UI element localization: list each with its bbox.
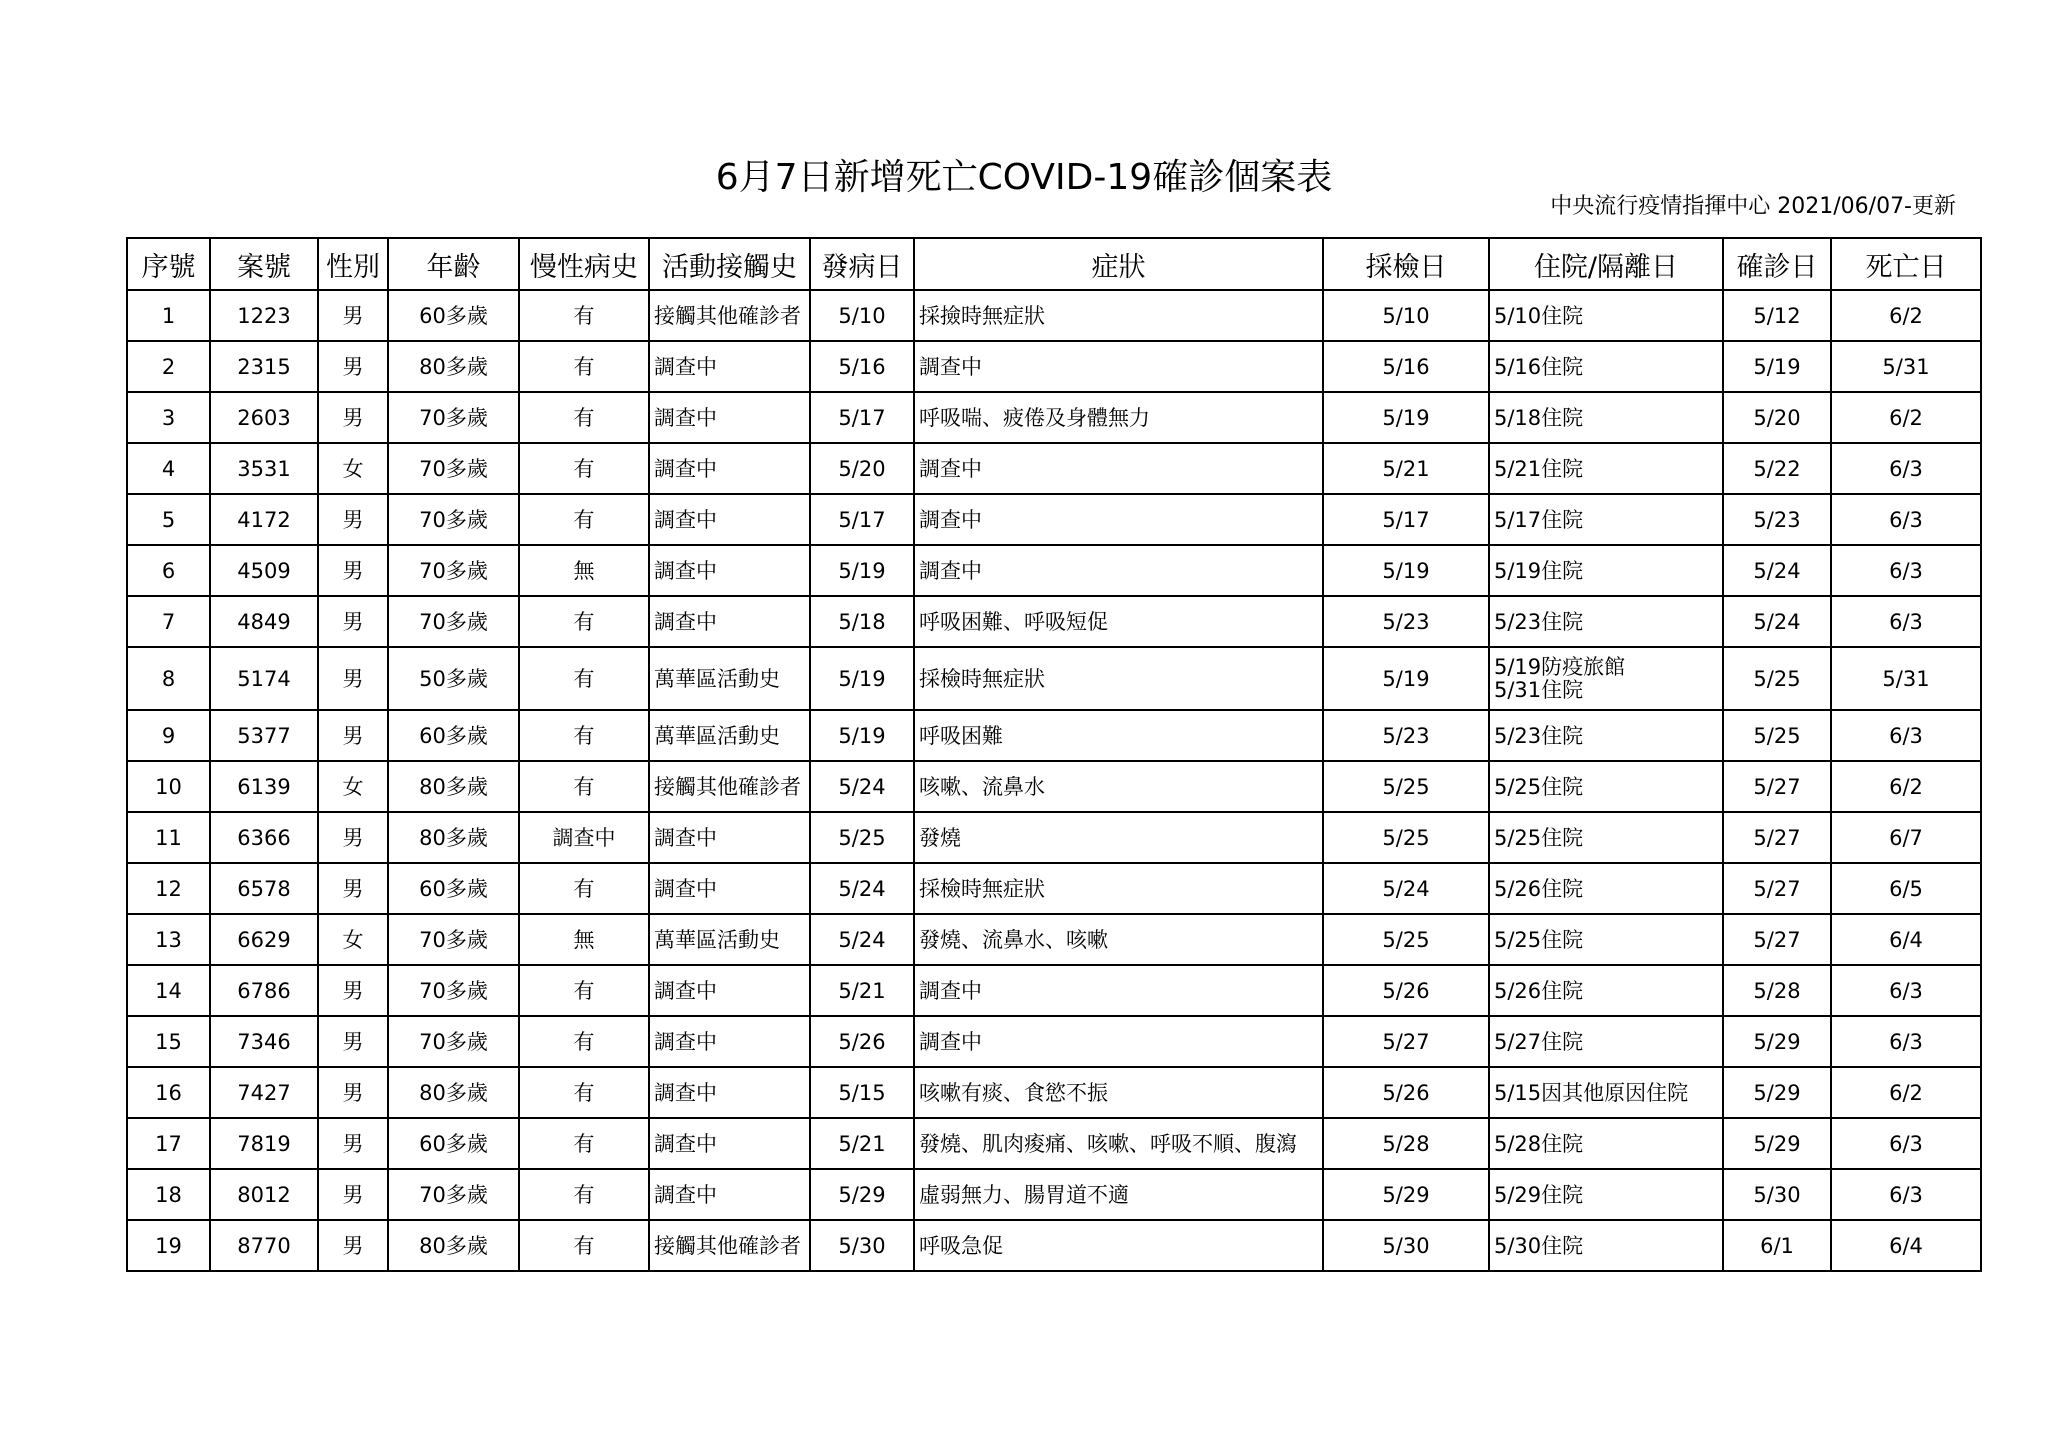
cell-onset-date: 5/21 xyxy=(810,1118,914,1169)
cell-serial: 5 xyxy=(127,494,210,545)
cell-contact-history: 調查中 xyxy=(649,392,810,443)
cell-contact-history: 調查中 xyxy=(649,596,810,647)
cell-test-date: 5/19 xyxy=(1323,545,1489,596)
cell-test-date: 5/27 xyxy=(1323,1016,1489,1067)
cell-contact-history: 調查中 xyxy=(649,443,810,494)
cell-death-date: 6/2 xyxy=(1831,1067,1981,1118)
cell-age: 70多歲 xyxy=(388,392,519,443)
table-row xyxy=(127,341,1981,392)
cell-confirm-date: 5/27 xyxy=(1723,863,1831,914)
cell-case-number: 4172 xyxy=(210,494,318,545)
cell-onset-date: 5/20 xyxy=(810,443,914,494)
table-body xyxy=(127,290,1981,1271)
table-row xyxy=(127,710,1981,761)
header-death-date: 死亡日 xyxy=(1831,238,1981,290)
cell-contact-history: 調查中 xyxy=(649,812,810,863)
cell-confirm-date: 5/29 xyxy=(1723,1016,1831,1067)
cell-contact-history: 調查中 xyxy=(649,1016,810,1067)
cell-onset-date: 5/24 xyxy=(810,863,914,914)
cell-chronic-disease: 有 xyxy=(519,1118,649,1169)
cell-death-date: 5/31 xyxy=(1831,341,1981,392)
cell-onset-date: 5/10 xyxy=(810,290,914,341)
cell-serial: 3 xyxy=(127,392,210,443)
hospital-date-line: 5/27住院 xyxy=(1494,1029,1584,1054)
cell-symptoms: 咳嗽、流鼻水 xyxy=(914,761,1323,812)
header-age: 年齡 xyxy=(388,238,519,290)
cell-chronic-disease: 有 xyxy=(519,341,649,392)
cell-hospital-date xyxy=(1489,1016,1723,1067)
cell-case-number: 3531 xyxy=(210,443,318,494)
cell-sex: 男 xyxy=(318,710,388,761)
cell-confirm-date: 5/30 xyxy=(1723,1169,1831,1220)
cell-confirm-date: 5/29 xyxy=(1723,1067,1831,1118)
header-chronic-disease: 慢性病史 xyxy=(519,238,649,290)
cell-sex: 男 xyxy=(318,290,388,341)
cell-confirm-date: 5/19 xyxy=(1723,341,1831,392)
hospital-date-line: 5/28住院 xyxy=(1494,1131,1584,1156)
cell-death-date: 6/4 xyxy=(1831,914,1981,965)
cell-contact-history: 調查中 xyxy=(649,545,810,596)
cell-serial: 6 xyxy=(127,545,210,596)
cell-case-number: 7819 xyxy=(210,1118,318,1169)
cell-case-number: 8012 xyxy=(210,1169,318,1220)
cell-contact-history: 調查中 xyxy=(649,1118,810,1169)
cell-death-date: 6/3 xyxy=(1831,494,1981,545)
cell-contact-history: 調查中 xyxy=(649,341,810,392)
cell-serial: 18 xyxy=(127,1169,210,1220)
cell-serial: 4 xyxy=(127,443,210,494)
cell-death-date: 6/4 xyxy=(1831,1220,1981,1271)
cell-age: 60多歲 xyxy=(388,290,519,341)
cell-serial: 8 xyxy=(127,647,210,710)
cell-contact-history: 萬華區活動史 xyxy=(649,914,810,965)
cell-serial: 11 xyxy=(127,812,210,863)
cell-symptoms: 採檢時無症狀 xyxy=(914,647,1323,710)
cell-serial: 12 xyxy=(127,863,210,914)
cell-symptoms: 呼吸急促 xyxy=(914,1220,1323,1271)
cell-symptoms: 採撿時無症狀 xyxy=(914,290,1323,341)
hospital-date-line: 5/19住院 xyxy=(1494,558,1584,583)
cell-test-date: 5/16 xyxy=(1323,341,1489,392)
cell-hospital-date xyxy=(1489,545,1723,596)
cell-case-number: 5174 xyxy=(210,647,318,710)
cell-age: 70多歲 xyxy=(388,1169,519,1220)
table-row xyxy=(127,545,1981,596)
cell-case-number: 6139 xyxy=(210,761,318,812)
cell-hospital-date xyxy=(1489,1067,1723,1118)
cell-sex: 男 xyxy=(318,647,388,710)
cell-chronic-disease: 有 xyxy=(519,443,649,494)
cell-case-number: 6578 xyxy=(210,863,318,914)
cell-sex: 女 xyxy=(318,914,388,965)
cell-death-date: 6/2 xyxy=(1831,392,1981,443)
cell-hospital-date xyxy=(1489,647,1723,710)
cell-case-number: 1223 xyxy=(210,290,318,341)
cell-serial: 15 xyxy=(127,1016,210,1067)
cell-contact-history: 調查中 xyxy=(649,965,810,1016)
cell-hospital-date xyxy=(1489,863,1723,914)
cell-symptoms: 調查中 xyxy=(914,341,1323,392)
cell-serial: 17 xyxy=(127,1118,210,1169)
hospital-date-line: 5/16住院 xyxy=(1494,354,1584,379)
cell-chronic-disease: 有 xyxy=(519,710,649,761)
header-test-date: 採檢日 xyxy=(1323,238,1489,290)
table-row xyxy=(127,761,1981,812)
header-onset-date: 發病日 xyxy=(810,238,914,290)
hospital-date-line: 5/26住院 xyxy=(1494,876,1584,901)
cell-test-date: 5/23 xyxy=(1323,596,1489,647)
cell-test-date: 5/29 xyxy=(1323,1169,1489,1220)
cell-contact-history: 調查中 xyxy=(649,863,810,914)
cell-serial: 9 xyxy=(127,710,210,761)
cell-death-date: 6/2 xyxy=(1831,290,1981,341)
cell-case-number: 2315 xyxy=(210,341,318,392)
cell-test-date: 5/23 xyxy=(1323,710,1489,761)
cell-chronic-disease: 有 xyxy=(519,596,649,647)
cell-hospital-date xyxy=(1489,914,1723,965)
cell-contact-history: 萬華區活動史 xyxy=(649,647,810,710)
cell-sex: 男 xyxy=(318,341,388,392)
cell-death-date: 5/31 xyxy=(1831,647,1981,710)
cell-contact-history: 接觸其他確診者 xyxy=(649,761,810,812)
cell-hospital-date xyxy=(1489,596,1723,647)
cell-death-date: 6/3 xyxy=(1831,1169,1981,1220)
table-row xyxy=(127,647,1981,710)
hospital-date-line: 5/31住院 xyxy=(1494,677,1584,702)
cell-sex: 女 xyxy=(318,443,388,494)
cell-confirm-date: 5/12 xyxy=(1723,290,1831,341)
cell-contact-history: 調查中 xyxy=(649,1067,810,1118)
cell-chronic-disease: 無 xyxy=(519,545,649,596)
hospital-date-line: 5/23住院 xyxy=(1494,609,1584,634)
table-row xyxy=(127,290,1981,341)
cell-chronic-disease: 調查中 xyxy=(519,812,649,863)
cell-case-number: 2603 xyxy=(210,392,318,443)
cell-symptoms: 發燒、流鼻水、咳嗽 xyxy=(914,914,1323,965)
header-serial: 序號 xyxy=(127,238,210,290)
cell-test-date: 5/30 xyxy=(1323,1220,1489,1271)
cell-confirm-date: 5/25 xyxy=(1723,647,1831,710)
cell-onset-date: 5/24 xyxy=(810,914,914,965)
cell-symptoms: 呼吸喘、疲倦及身體無力 xyxy=(914,392,1323,443)
cell-test-date: 5/25 xyxy=(1323,761,1489,812)
cell-onset-date: 5/16 xyxy=(810,341,914,392)
cell-age: 70多歲 xyxy=(388,914,519,965)
cell-case-number: 7346 xyxy=(210,1016,318,1067)
cell-chronic-disease: 有 xyxy=(519,1169,649,1220)
cell-hospital-date xyxy=(1489,1169,1723,1220)
cell-age: 80多歲 xyxy=(388,761,519,812)
table-row xyxy=(127,1220,1981,1271)
cell-symptoms: 虛弱無力、腸胃道不適 xyxy=(914,1169,1323,1220)
header-symptoms: 症狀 xyxy=(914,238,1323,290)
cell-symptoms: 調查中 xyxy=(914,965,1323,1016)
cell-confirm-date: 5/25 xyxy=(1723,710,1831,761)
cell-sex: 男 xyxy=(318,1016,388,1067)
cell-hospital-date xyxy=(1489,392,1723,443)
hospital-date-line: 5/26住院 xyxy=(1494,978,1584,1003)
table-row xyxy=(127,596,1981,647)
cell-symptoms: 調查中 xyxy=(914,443,1323,494)
cell-age: 60多歲 xyxy=(388,710,519,761)
cell-chronic-disease: 有 xyxy=(519,1220,649,1271)
cell-hospital-date xyxy=(1489,290,1723,341)
header-hospital-date: 住院/隔離日 xyxy=(1489,238,1723,290)
cell-age: 50多歲 xyxy=(388,647,519,710)
cell-symptoms: 採檢時無症狀 xyxy=(914,863,1323,914)
cell-onset-date: 5/19 xyxy=(810,647,914,710)
hospital-date-line: 5/15因其他原因住院 xyxy=(1494,1080,1689,1105)
cell-hospital-date xyxy=(1489,341,1723,392)
cell-chronic-disease: 有 xyxy=(519,392,649,443)
page-title: 6月7日新增死亡COVID-19確診個案表 xyxy=(715,157,1333,199)
cell-death-date: 6/3 xyxy=(1831,1118,1981,1169)
cell-serial: 7 xyxy=(127,596,210,647)
update-source-line: 中央流行疫情指揮中心 2021/06/07-更新 xyxy=(1550,194,1956,219)
cell-confirm-date: 5/27 xyxy=(1723,761,1831,812)
table-row xyxy=(127,392,1981,443)
cell-sex: 男 xyxy=(318,545,388,596)
cell-serial: 19 xyxy=(127,1220,210,1271)
cell-contact-history: 接觸其他確診者 xyxy=(649,290,810,341)
cell-case-number: 4509 xyxy=(210,545,318,596)
table-row xyxy=(127,443,1981,494)
cell-onset-date: 5/17 xyxy=(810,494,914,545)
hospital-date-line: 5/19防疫旅館 xyxy=(1494,654,1626,679)
cell-age: 80多歲 xyxy=(388,1067,519,1118)
cell-test-date: 5/25 xyxy=(1323,914,1489,965)
table-row xyxy=(127,494,1981,545)
cell-death-date: 6/3 xyxy=(1831,965,1981,1016)
cell-death-date: 6/7 xyxy=(1831,812,1981,863)
cell-onset-date: 5/19 xyxy=(810,545,914,596)
table-row xyxy=(127,1169,1981,1220)
cell-death-date: 6/3 xyxy=(1831,596,1981,647)
hospital-date-line: 5/29住院 xyxy=(1494,1182,1584,1207)
cell-case-number: 6366 xyxy=(210,812,318,863)
cell-age: 60多歲 xyxy=(388,1118,519,1169)
hospital-date-line: 5/25住院 xyxy=(1494,825,1584,850)
table-row xyxy=(127,1118,1981,1169)
cell-case-number: 4849 xyxy=(210,596,318,647)
hospital-date-line: 5/18住院 xyxy=(1494,405,1584,430)
cell-case-number: 6629 xyxy=(210,914,318,965)
cell-sex: 男 xyxy=(318,1169,388,1220)
cell-serial: 16 xyxy=(127,1067,210,1118)
cell-symptoms: 發燒、肌肉痠痛、咳嗽、呼吸不順、腹瀉 xyxy=(914,1118,1323,1169)
cell-test-date: 5/24 xyxy=(1323,863,1489,914)
cell-onset-date: 5/21 xyxy=(810,965,914,1016)
cell-age: 70多歲 xyxy=(388,965,519,1016)
cell-death-date: 6/3 xyxy=(1831,710,1981,761)
cell-test-date: 5/19 xyxy=(1323,392,1489,443)
cell-case-number: 6786 xyxy=(210,965,318,1016)
cell-confirm-date: 5/24 xyxy=(1723,596,1831,647)
cell-case-number: 8770 xyxy=(210,1220,318,1271)
header-contact-history: 活動接觸史 xyxy=(649,238,810,290)
cell-symptoms: 調查中 xyxy=(914,1016,1323,1067)
table-row xyxy=(127,812,1981,863)
cell-serial: 14 xyxy=(127,965,210,1016)
hospital-date-line: 5/25住院 xyxy=(1494,774,1584,799)
cell-serial: 2 xyxy=(127,341,210,392)
cell-onset-date: 5/26 xyxy=(810,1016,914,1067)
hospital-date-line: 5/21住院 xyxy=(1494,456,1584,481)
cell-confirm-date: 5/29 xyxy=(1723,1118,1831,1169)
cell-serial: 1 xyxy=(127,290,210,341)
cell-serial: 10 xyxy=(127,761,210,812)
cell-contact-history: 萬華區活動史 xyxy=(649,710,810,761)
cell-serial: 13 xyxy=(127,914,210,965)
cell-age: 70多歲 xyxy=(388,596,519,647)
cell-test-date: 5/28 xyxy=(1323,1118,1489,1169)
cell-symptoms: 咳嗽有痰、食慾不振 xyxy=(914,1067,1323,1118)
cell-confirm-date: 5/22 xyxy=(1723,443,1831,494)
cell-symptoms: 發燒 xyxy=(914,812,1323,863)
cell-test-date: 5/10 xyxy=(1323,290,1489,341)
cell-sex: 男 xyxy=(318,812,388,863)
hospital-date-line: 5/17住院 xyxy=(1494,507,1584,532)
header-case-number: 案號 xyxy=(210,238,318,290)
cell-confirm-date: 5/24 xyxy=(1723,545,1831,596)
cell-sex: 男 xyxy=(318,1220,388,1271)
cell-death-date: 6/2 xyxy=(1831,761,1981,812)
cell-test-date: 5/26 xyxy=(1323,965,1489,1016)
cell-chronic-disease: 有 xyxy=(519,494,649,545)
cell-death-date: 6/3 xyxy=(1831,443,1981,494)
cell-onset-date: 5/30 xyxy=(810,1220,914,1271)
table-header-row xyxy=(127,238,1981,290)
cell-symptoms: 調查中 xyxy=(914,545,1323,596)
cell-hospital-date xyxy=(1489,1118,1723,1169)
cell-sex: 男 xyxy=(318,1067,388,1118)
cell-test-date: 5/21 xyxy=(1323,443,1489,494)
cell-confirm-date: 5/20 xyxy=(1723,392,1831,443)
cell-symptoms: 呼吸困難 xyxy=(914,710,1323,761)
table-row xyxy=(127,863,1981,914)
cell-contact-history: 調查中 xyxy=(649,1169,810,1220)
cell-age: 70多歲 xyxy=(388,545,519,596)
cell-sex: 男 xyxy=(318,863,388,914)
cell-chronic-disease: 有 xyxy=(519,1016,649,1067)
cell-confirm-date: 5/28 xyxy=(1723,965,1831,1016)
cell-age: 60多歲 xyxy=(388,863,519,914)
cell-confirm-date: 6/1 xyxy=(1723,1220,1831,1271)
cell-case-number: 5377 xyxy=(210,710,318,761)
cell-sex: 男 xyxy=(318,392,388,443)
cell-test-date: 5/19 xyxy=(1323,647,1489,710)
cell-hospital-date xyxy=(1489,761,1723,812)
cell-hospital-date xyxy=(1489,965,1723,1016)
death-case-table xyxy=(126,237,1982,1272)
cell-confirm-date: 5/23 xyxy=(1723,494,1831,545)
header-confirm-date: 確診日 xyxy=(1723,238,1831,290)
cell-onset-date: 5/25 xyxy=(810,812,914,863)
cell-case-number: 7427 xyxy=(210,1067,318,1118)
cell-sex: 女 xyxy=(318,761,388,812)
cell-onset-date: 5/19 xyxy=(810,710,914,761)
cell-sex: 男 xyxy=(318,965,388,1016)
cell-sex: 男 xyxy=(318,494,388,545)
cell-hospital-date xyxy=(1489,710,1723,761)
hospital-date-line: 5/30住院 xyxy=(1494,1233,1584,1258)
cell-age: 70多歲 xyxy=(388,443,519,494)
cell-age: 80多歲 xyxy=(388,1220,519,1271)
cell-contact-history: 調查中 xyxy=(649,494,810,545)
cell-age: 70多歲 xyxy=(388,1016,519,1067)
cell-chronic-disease: 有 xyxy=(519,290,649,341)
cell-hospital-date xyxy=(1489,1220,1723,1271)
cell-chronic-disease: 有 xyxy=(519,965,649,1016)
hospital-date-line: 5/23住院 xyxy=(1494,723,1584,748)
table-row xyxy=(127,1067,1981,1118)
cell-chronic-disease: 有 xyxy=(519,647,649,710)
cell-onset-date: 5/18 xyxy=(810,596,914,647)
cell-onset-date: 5/24 xyxy=(810,761,914,812)
cell-symptoms: 呼吸困難、呼吸短促 xyxy=(914,596,1323,647)
cell-chronic-disease: 有 xyxy=(519,761,649,812)
cell-hospital-date xyxy=(1489,443,1723,494)
cell-symptoms: 調查中 xyxy=(914,494,1323,545)
table-row xyxy=(127,1016,1981,1067)
cell-sex: 男 xyxy=(318,596,388,647)
cell-chronic-disease: 無 xyxy=(519,914,649,965)
cell-chronic-disease: 有 xyxy=(519,863,649,914)
cell-hospital-date xyxy=(1489,812,1723,863)
cell-onset-date: 5/15 xyxy=(810,1067,914,1118)
cell-confirm-date: 5/27 xyxy=(1723,812,1831,863)
cell-chronic-disease: 有 xyxy=(519,1067,649,1118)
cell-age: 70多歲 xyxy=(388,494,519,545)
cell-death-date: 6/3 xyxy=(1831,545,1981,596)
cell-age: 80多歲 xyxy=(388,812,519,863)
cell-test-date: 5/25 xyxy=(1323,812,1489,863)
hospital-date-line: 5/10住院 xyxy=(1494,303,1584,328)
cell-death-date: 6/3 xyxy=(1831,1016,1981,1067)
hospital-date-line: 5/25住院 xyxy=(1494,927,1584,952)
cell-test-date: 5/17 xyxy=(1323,494,1489,545)
table-row xyxy=(127,914,1981,965)
cell-onset-date: 5/29 xyxy=(810,1169,914,1220)
cell-confirm-date: 5/27 xyxy=(1723,914,1831,965)
cell-test-date: 5/26 xyxy=(1323,1067,1489,1118)
cell-death-date: 6/5 xyxy=(1831,863,1981,914)
table-row xyxy=(127,965,1981,1016)
cell-contact-history: 接觸其他確診者 xyxy=(649,1220,810,1271)
cell-sex: 男 xyxy=(318,1118,388,1169)
header-sex: 性別 xyxy=(318,238,388,290)
cell-onset-date: 5/17 xyxy=(810,392,914,443)
cell-age: 80多歲 xyxy=(388,341,519,392)
cell-hospital-date xyxy=(1489,494,1723,545)
